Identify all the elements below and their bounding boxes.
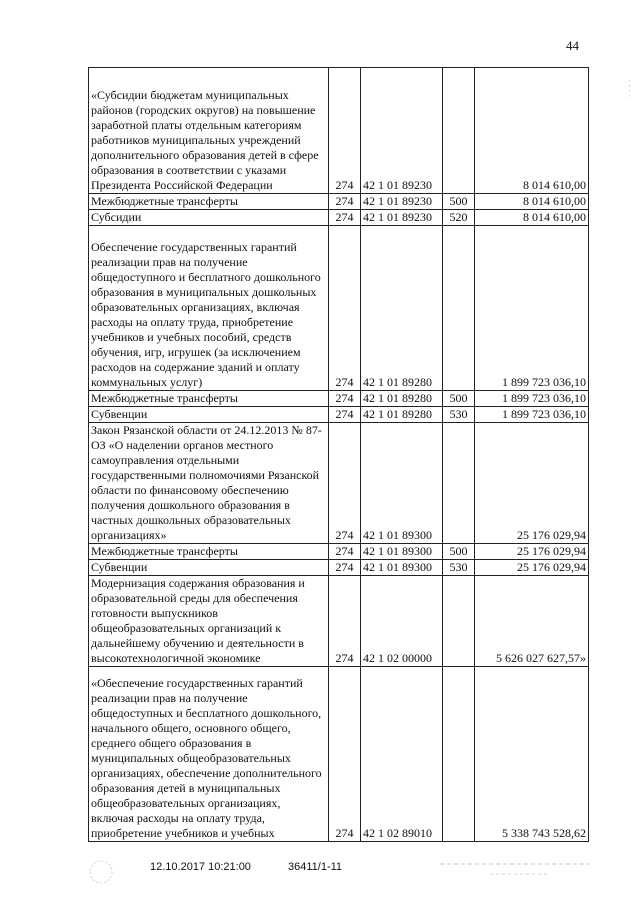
row-name: Обеспечение государственных гарантий реализации прав на получение общедоступного и бесплатного дошкольного образования в муниципальных дошкольных образовательных организациях, включая расходы на оплату труда, приобретение учебников и учебных пособий, средств обучения, игр, игрушек (за исключением расходов на содержание зданий и оплату коммунальных услуг) <box>89 226 329 391</box>
row-ved: 274 <box>329 423 361 544</box>
row-ved: 274 <box>329 226 361 391</box>
row-csr: 42 1 02 89010 <box>361 667 443 842</box>
row-sum: 25 176 029,94 <box>475 560 589 576</box>
row-name: Субвенции <box>89 560 329 576</box>
row-csr: 42 1 01 89230 <box>361 68 443 194</box>
table-row <box>89 226 589 391</box>
row-ved: 274 <box>329 68 361 194</box>
row-vr: 530 <box>443 560 475 576</box>
row-ved: 274 <box>329 560 361 576</box>
row-ved: 274 <box>329 391 361 407</box>
table-row <box>89 576 589 667</box>
stamp-icon <box>88 858 114 886</box>
row-csr: 42 1 01 89230 <box>361 210 443 226</box>
row-name: Закон Рязанской области от 24.12.2013 № 87-ОЗ «О наделении органов местного самоуправления отдельными государственными полномочиями Рязанской области по финансовому обеспечению получения дошкольного образования в частных дошкольных образовательных организациях» <box>89 423 329 544</box>
row-sum: 25 176 029,94 <box>475 544 589 560</box>
row-vr <box>443 423 475 544</box>
row-sum: 1 899 723 036,10 <box>475 226 589 391</box>
table-row <box>89 68 589 194</box>
row-name: Межбюджетные трансферты <box>89 391 329 407</box>
row-ved: 274 <box>329 544 361 560</box>
row-name: Межбюджетные трансферты <box>89 194 329 210</box>
row-vr: 520 <box>443 210 475 226</box>
footer-datetime: 12.10.2017 10:21:00 <box>150 861 251 873</box>
row-ved: 274 <box>329 194 361 210</box>
table-row <box>89 544 589 560</box>
row-name: «Обеспечение государственных гарантий реализации прав на получение общедоступных и бесплатного дошкольного, начального общего, основного общего, среднего общего образования в муниципальных общеобразовательных организациях, обеспечение дополнительного образования детей в муниципальных общеобразовательных организациях, включая расходы на оплату труда, приобретение учебников и учебных <box>89 667 329 842</box>
document-footer <box>0 858 640 888</box>
row-sum: 8 014 610,00 <box>475 194 589 210</box>
row-csr: 42 1 01 89280 <box>361 391 443 407</box>
table-row <box>89 423 589 544</box>
row-name: Субсидии <box>89 210 329 226</box>
page-number: 44 <box>566 38 579 53</box>
row-sum: 8 014 610,00 <box>475 68 589 194</box>
table-row <box>89 391 589 407</box>
row-vr: 530 <box>443 407 475 423</box>
table-row <box>89 210 589 226</box>
faded-stamp-icon <box>440 858 600 882</box>
row-sum: 5 338 743 528,62 <box>475 667 589 842</box>
row-name: Субвенции <box>89 407 329 423</box>
row-ved: 274 <box>329 407 361 423</box>
table-row <box>89 560 589 576</box>
row-csr: 42 1 01 89300 <box>361 423 443 544</box>
table-row <box>89 194 589 210</box>
row-ved: 274 <box>329 576 361 667</box>
row-vr: 500 <box>443 391 475 407</box>
row-csr: 42 1 01 89280 <box>361 226 443 391</box>
table-row <box>89 407 589 423</box>
row-ved: 274 <box>329 210 361 226</box>
footer-document-code: 36411/1-11 <box>288 861 343 873</box>
row-vr <box>443 68 475 194</box>
row-name: «Субсидии бюджетам муниципальных районов (городских округов) на повышение заработной платы отдельным категориям работников муниципальных учреждений дополнительного образования детей в сфере образования в соответствии с указами Президента Российской Федерации <box>89 68 329 194</box>
row-sum: 25 176 029,94 <box>475 423 589 544</box>
row-vr: 500 <box>443 194 475 210</box>
row-name: Межбюджетные трансферты <box>89 544 329 560</box>
row-sum: 1 899 723 036,10 <box>475 391 589 407</box>
margin-mark <box>628 80 631 100</box>
row-csr: 42 1 02 00000 <box>361 576 443 667</box>
row-vr <box>443 226 475 391</box>
budget-table <box>88 67 589 842</box>
table-row <box>89 667 589 842</box>
row-name: Модернизация содержания образования и образовательной среды для обеспечения готовности выпускников общеобразовательных организаций к дальнейшему обучению и деятельности в высокотехнологичной экономике <box>89 576 329 667</box>
row-sum: 5 626 027 627,57» <box>475 576 589 667</box>
row-vr <box>443 667 475 842</box>
row-csr: 42 1 01 89300 <box>361 544 443 560</box>
row-ved: 274 <box>329 667 361 842</box>
row-csr: 42 1 01 89300 <box>361 560 443 576</box>
row-sum: 1 899 723 036,10 <box>475 407 589 423</box>
row-vr <box>443 576 475 667</box>
row-vr: 500 <box>443 544 475 560</box>
row-csr: 42 1 01 89280 <box>361 407 443 423</box>
row-csr: 42 1 01 89230 <box>361 194 443 210</box>
row-sum: 8 014 610,00 <box>475 210 589 226</box>
